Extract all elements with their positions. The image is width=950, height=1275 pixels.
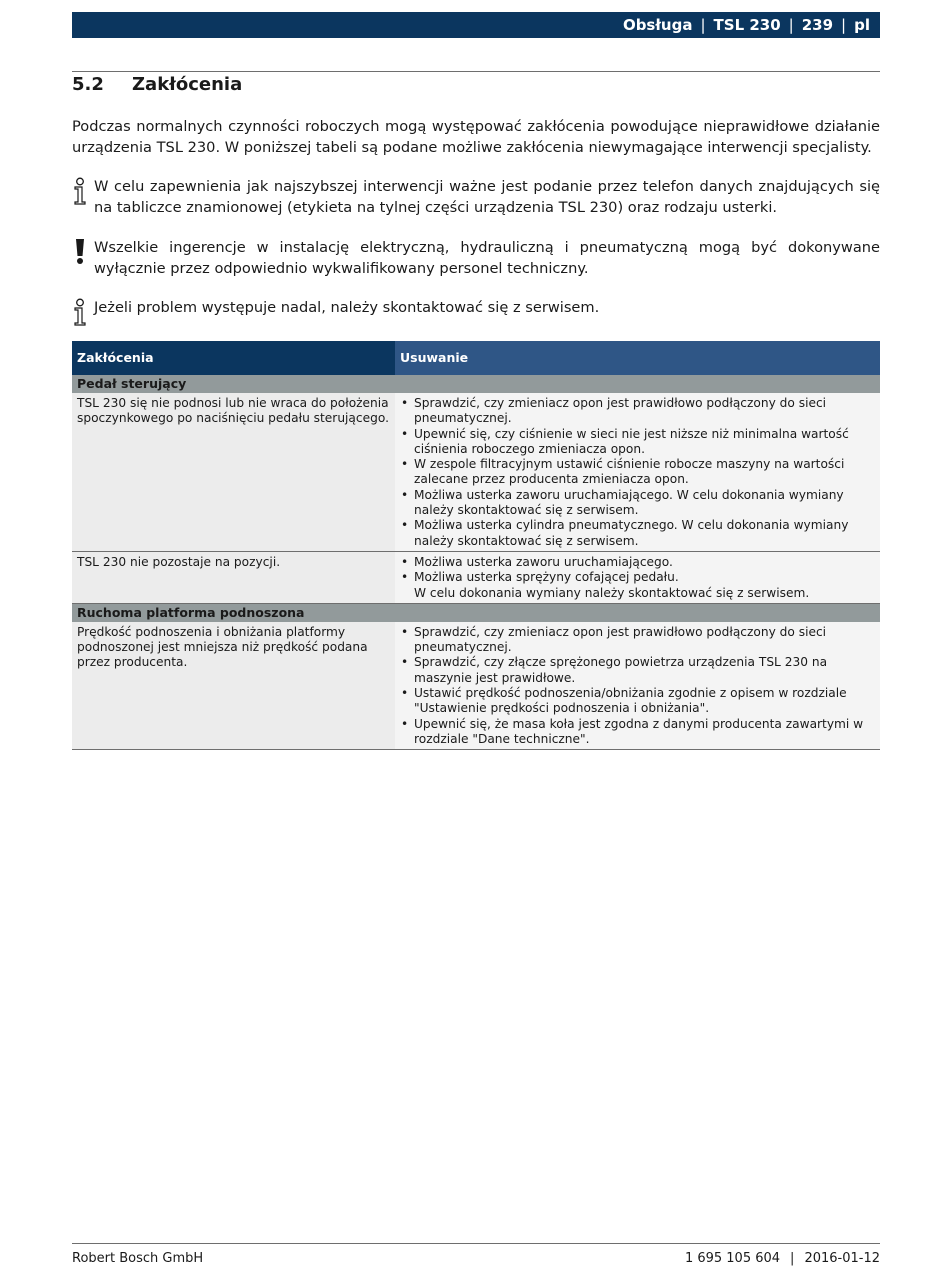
column-header-faults: Zakłócenia [72, 341, 395, 375]
header-product: TSL 230 [713, 16, 781, 34]
footer-company: Robert Bosch GmbH [72, 1251, 204, 1266]
header-section: Obsługa [622, 16, 693, 34]
remedy-item: • W zespole filtracyjnym ustawić ciśnienie robocze maszyny na wartości zalecane przez producenta zmieniacza opon. [400, 457, 875, 488]
header-separator: | [700, 16, 706, 34]
fault-cell: Prędkość podnoszenia i obniżania platformy podnoszonej jest mniejsza niż prędkość podana przez producenta. [72, 622, 395, 750]
note-text: W celu zapewnienia jak najszybszej interwencji ważne jest podanie przez telefon danych znajdujących się na tabliczce znamionowej (etykieta na tylnej części urządzenia TSL 230) oraz rodzaju usterki. [94, 178, 880, 216]
warning-icon [72, 238, 88, 266]
remedy-list [400, 625, 875, 747]
remedy-item: • Sprawdzić, czy złącze sprężonego powietrza urządzenia TSL 230 na maszynie jest prawidłowe. [400, 655, 875, 686]
table-row [72, 551, 880, 603]
column-header-remedy: Usuwanie [395, 341, 880, 375]
table-group-row [72, 375, 880, 393]
remedy-cell [395, 551, 880, 603]
note-info [72, 177, 880, 218]
remedy-note: W celu dokonania wymiany należy skontaktować się z serwisem. [414, 585, 810, 600]
footer-date: 2016-01-12 [804, 1251, 880, 1266]
remedy-item: • Możliwa usterka zaworu uruchamiającego. W celu dokonania wymiany należy skontaktować się z serwisem. [400, 488, 875, 519]
note-warning [72, 238, 880, 279]
header-page-number: 239 [801, 16, 834, 34]
note-text: Wszelkie ingerencje w instalację elektryczną, hydrauliczną i pneumatyczną mogą być dokonywane wyłącznie przez odpowiednio wykwalifikowany personel techniczny. [94, 239, 880, 277]
group-title: Pedał sterujący [72, 375, 880, 393]
table-group-row [72, 603, 880, 622]
remedy-list [400, 555, 875, 586]
info-icon [72, 177, 88, 205]
note-text: Jeżeli problem występuje nadal, należy skontaktować się z serwisem. [94, 299, 600, 316]
section-heading [72, 74, 242, 95]
remedy-item: • Możliwa usterka sprężyny cofającej pedału. [400, 570, 875, 585]
remedy-item: • Możliwa usterka cylindra pneumatycznego. W celu dokonania wymiany należy skontaktować się z serwisem. [400, 518, 875, 549]
remedy-item: • Sprawdzić, czy zmieniacz opon jest prawidłowo podłączony do sieci pneumatycznej. [400, 625, 875, 656]
remedy-list [400, 396, 875, 549]
fault-cell: TSL 230 nie pozostaje na pozycji. [72, 551, 395, 603]
remedy-item: • Upewnić się, że masa koła jest zgodna z danymi producenta zawartymi w rozdziale "Dane techniczne". [400, 717, 875, 748]
remedy-cell [395, 393, 880, 551]
remedy-item: • Ustawić prędkość podnoszenia/obniżania zgodnie z opisem w rozdziale "Ustawienie prędkości podnoszenia i obniżania". [400, 686, 875, 717]
header-separator: | [788, 16, 794, 34]
remedy-item: • Upewnić się, czy ciśnienie w sieci nie jest niższe niż minimalna wartość ciśnienia roboczego zmieniacza opon. [400, 427, 875, 458]
remedy-item: • Sprawdzić, czy zmieniacz opon jest prawidłowo podłączony do sieci pneumatycznej. [400, 396, 875, 427]
section-rule [72, 71, 880, 72]
footer-separator: | [790, 1251, 795, 1266]
remedy-item: • Możliwa usterka zaworu uruchamiającego. [400, 555, 875, 570]
intro-paragraph: Podczas normalnych czynności roboczych mogą występować zakłócenia powodujące nieprawidłowe działanie urządzenia TSL 230. W poniższej tabeli są podane możliwe zakłócenia niewymagające interwencji specjalisty. [72, 118, 880, 156]
footer-rule [72, 1243, 880, 1244]
note-info [72, 298, 880, 319]
footer-info [685, 1251, 880, 1266]
header-separator: | [841, 16, 847, 34]
section-title: Zakłócenia [132, 74, 243, 95]
group-title: Ruchoma platforma podnoszona [72, 603, 880, 622]
section-number: 5.2 [72, 74, 104, 95]
table-header-row [72, 341, 880, 375]
table-row [72, 622, 880, 750]
fault-cell: TSL 230 się nie podnosi lub nie wraca do położenia spoczynkowego po naciśnięciu pedału sterującego. [72, 393, 395, 551]
footer-doc-number: 1 695 105 604 [684, 1251, 781, 1266]
troubleshooting-table [72, 341, 880, 750]
header-language: pl [854, 16, 870, 34]
header-bar [72, 12, 880, 38]
remedy-cell [395, 622, 880, 750]
table-row [72, 393, 880, 551]
info-icon [72, 298, 88, 326]
